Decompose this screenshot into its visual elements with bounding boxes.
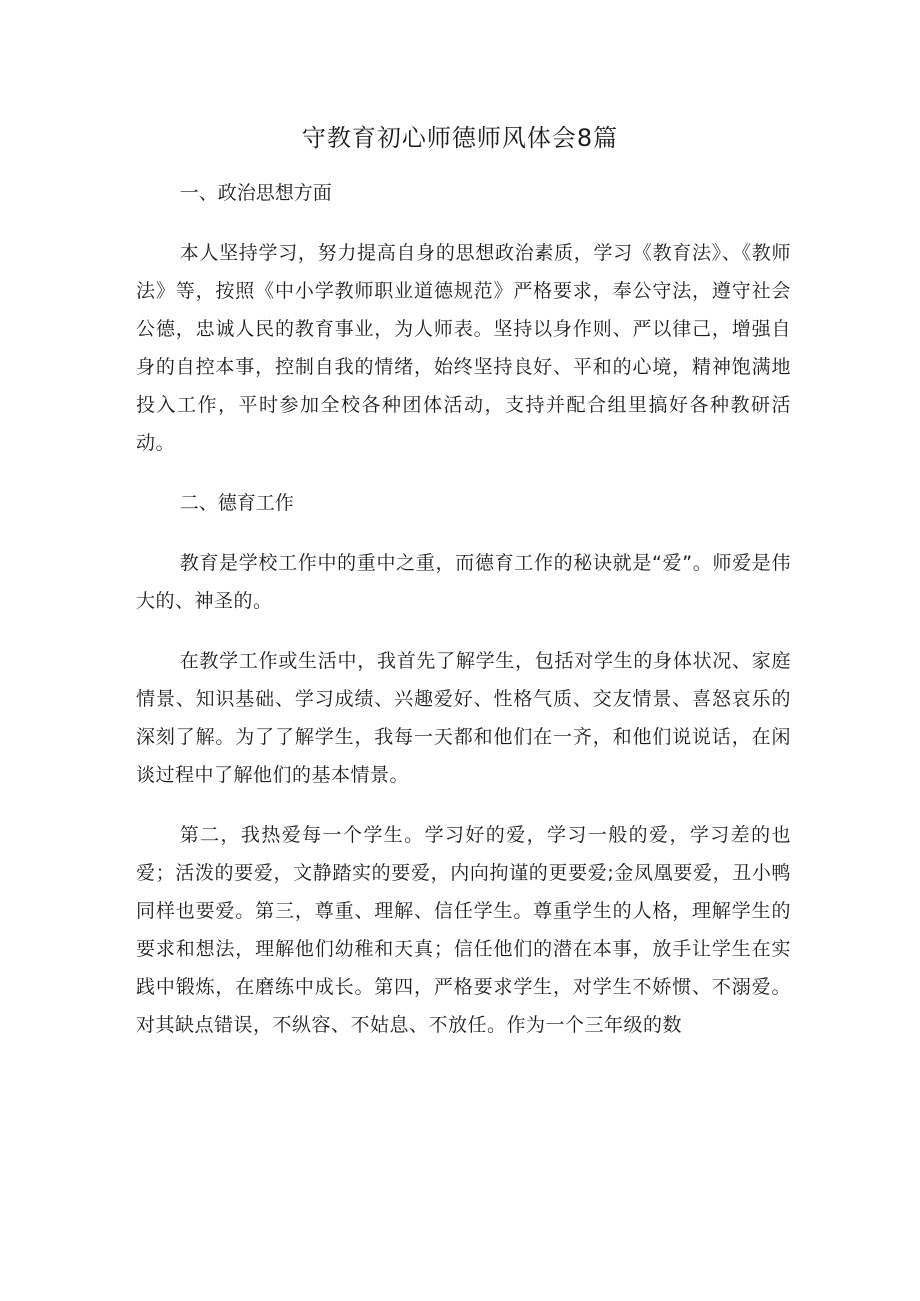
section-heading-moral-education: 二、德育工作 xyxy=(179,492,294,514)
paragraph-love: 教育是学校工作中的重中之重，而德育工作的秘诀就是“爱”。师爱是伟大的、神圣的。 xyxy=(136,552,791,612)
paragraph-politics: 本人坚持学习，努力提高自身的思想政治素质，学习《教育法》、《教师法》等，按照《中小学教师职业道德规范》严格要求，奉公守法，遵守社会公德，忠诚人民的教育事业，为人师表。坚持以身作则、严以律己，增强自身的自控本事，控制自我的情绪，始终坚持良好、平和的心境，精神饱满地投入工作，平时参加全校各种团体活动，支持并配合组里搞好各种教研活动。 xyxy=(136,242,791,454)
document-body xyxy=(136,174,791,1066)
paragraph-love-every-student: 第二，我热爱每一个学生。学习好的爱，学习一般的爱，学习差的也爱；活泼的要爱，文静踏实的要爱，内向拘谨的更要爱;金凤凰要爱，丑小鸭同样也要爱。第三，尊重、理解、信任学生。尊重学生的人格，理解学生的要求和想法，理解他们幼稚和天真；信任他们的潜在本事，放手让学生在实践中锻炼，在磨练中成长。第四，严格要求学生，对学生不娇惯、不溺爱。对其缺点错误，不纵容、不姑息、不放任。作为一个三年级的数 xyxy=(136,824,791,1036)
section-heading-politics: 一、政治思想方面 xyxy=(179,182,332,204)
paragraph-understand-students: 在教学工作或生活中，我首先了解学生，包括对学生的身体状况、家庭情景、知识基础、学习成绩、兴趣爱好、性格气质、交友情景、喜怒哀乐的深刻了解。为了了解学生，我每一天都和他们在一齐，和他们说说话，在闲谈过程中了解他们的基本情景。 xyxy=(136,650,791,786)
document-title: 守教育初心师德师风体会8篇 xyxy=(301,124,619,152)
